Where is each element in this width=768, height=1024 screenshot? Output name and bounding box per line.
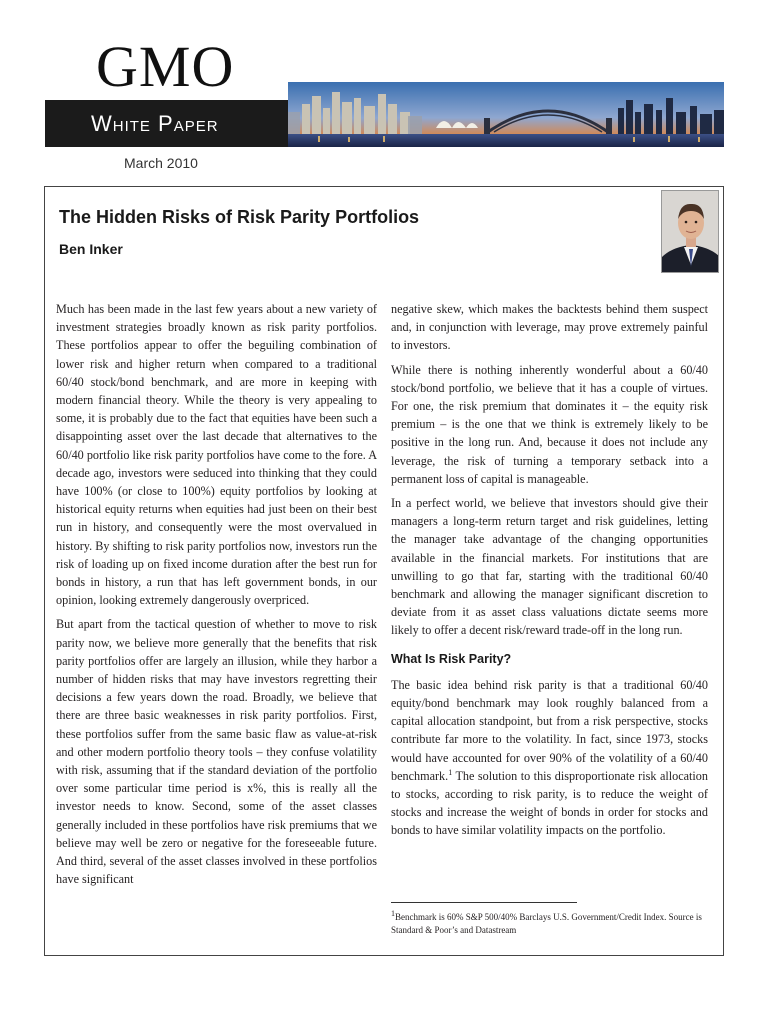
section-text-continued: The solution to this disproportionate risk allocation to stocks, according to risk parity, is to reduce the weight of stocks and increase the weight of bonds in order for stocks and bonds to have similar volatility impacts on the portfolio. xyxy=(391,768,708,838)
footnote-divider xyxy=(391,902,577,903)
body-paragraph: In a perfect world, we believe that investors should give their managers a long-term return target and risk guidelines, letting the manager take advantage of the changing opportunities available in the financial markets. For institutions that are unwilling to go that far, starting with the traditional 60/40 benchmark and allowing the manager significant discretion to deviate from it as asset class valuations dictate seems more likely to offer a decent risk/reward trade-off in the long run. xyxy=(391,496,708,638)
article-title: The Hidden Risks of Risk Parity Portfolios xyxy=(59,207,420,227)
body-paragraph: While there is nothing inherently wonderful about a 60/40 stock/bond portfolio, we believe that it has a couple of virtues. For one, the risk premium that dominates it – the equity risk premium – is the one that we think is extremely likely to be positive in the long run. And, because it does not include any leverage, the risk of turning a temporary setback into a permanent loss of capital is manageable. xyxy=(391,362,708,486)
banner-label: White Paper xyxy=(91,111,219,136)
body-paragraph: negative skew, which makes the backtests behind them suspect and, in conjunction with leverage, may prove extremely painful to investors. xyxy=(391,302,708,353)
footnote-marker: 1 xyxy=(391,909,395,918)
body-paragraph: Much has been made in the last few years about a new variety of investment strategies broadly known as risk parity portfolios. These portfolios appear to offer the beguiling combination of lower risk and higher return when compared to a traditional 60/40 stock/bond benchmark, and are more in keeping with modern financial theory. While the theory is very appealing to some, it is probably due to the fact that equities have been such a disappointing asset over the last decade that alternatives to the 60/40 portfolio like risk parity portfolios have come to the fore. A decade ago, investors were seduced into thinking that they could have 100% (or close to 100%) equity portfolios by looking at historical equity returns when equities had just been on their best run in history, and consequently were the most overvalued in history. By shifting to risk parity portfolios now, investors run the risk of loading up on fixed income duration after the best run for bonds in history, a run that has left government bonds, in our opinion, looking extremely dangerously overpriced. xyxy=(56,302,377,608)
author-name: Ben Inker xyxy=(59,241,123,257)
section-text: The basic idea behind risk parity is that a traditional 60/40 equity/bond benchmark may look roughly balanced from a capital allocation standpoint, but from a risk perspective, stocks contribute far more to the volatility. In fact, since 1973, stocks would have accounted for over 90% of the volatility of a 60/40 benchmark. xyxy=(391,677,708,783)
banner-label-box xyxy=(45,100,288,147)
gmo-logo: GMO xyxy=(96,34,235,99)
publication-date: March 2010 xyxy=(124,155,198,171)
footnote-text: Benchmark is 60% S&P 500/40% Barclays U.S. Government/Credit Index. Source is Standard & Poor’s and Datastream xyxy=(391,912,702,935)
right-column xyxy=(391,300,708,846)
left-column xyxy=(56,300,377,895)
body-paragraph: But apart from the tactical question of whether to move to risk parity now, we believe more generally that the benefits that risk parity portfolios offer are largely an illusion, while they harbor a number of hidden risks that may have investors regretting their decisions a few years down the road. Broadly, we believe that there are three basic weaknesses in risk parity portfolios. First, these portfolios suffer from the same basic flaw as value-at-risk and other modern portfolio theory tools – they confuse volatility with risk, assuming that if the standard deviation of the portfolio over some particular time period is x%, this is really all the investor needs to know. Second, some of the asset classes generally included in these portfolios have risk premiums that we believe may well be zero or negative for the foreseeable future. And third, several of the asset classes involved in these portfolios have significant xyxy=(56,617,377,887)
section-heading: What Is Risk Parity? xyxy=(391,651,512,666)
body-paragraph xyxy=(391,676,708,840)
author-photo xyxy=(661,190,719,273)
white-paper-banner xyxy=(45,82,724,147)
footnote-reference: 1 xyxy=(448,767,453,777)
footnote xyxy=(391,911,711,937)
sydney-skyline-image xyxy=(288,82,724,147)
